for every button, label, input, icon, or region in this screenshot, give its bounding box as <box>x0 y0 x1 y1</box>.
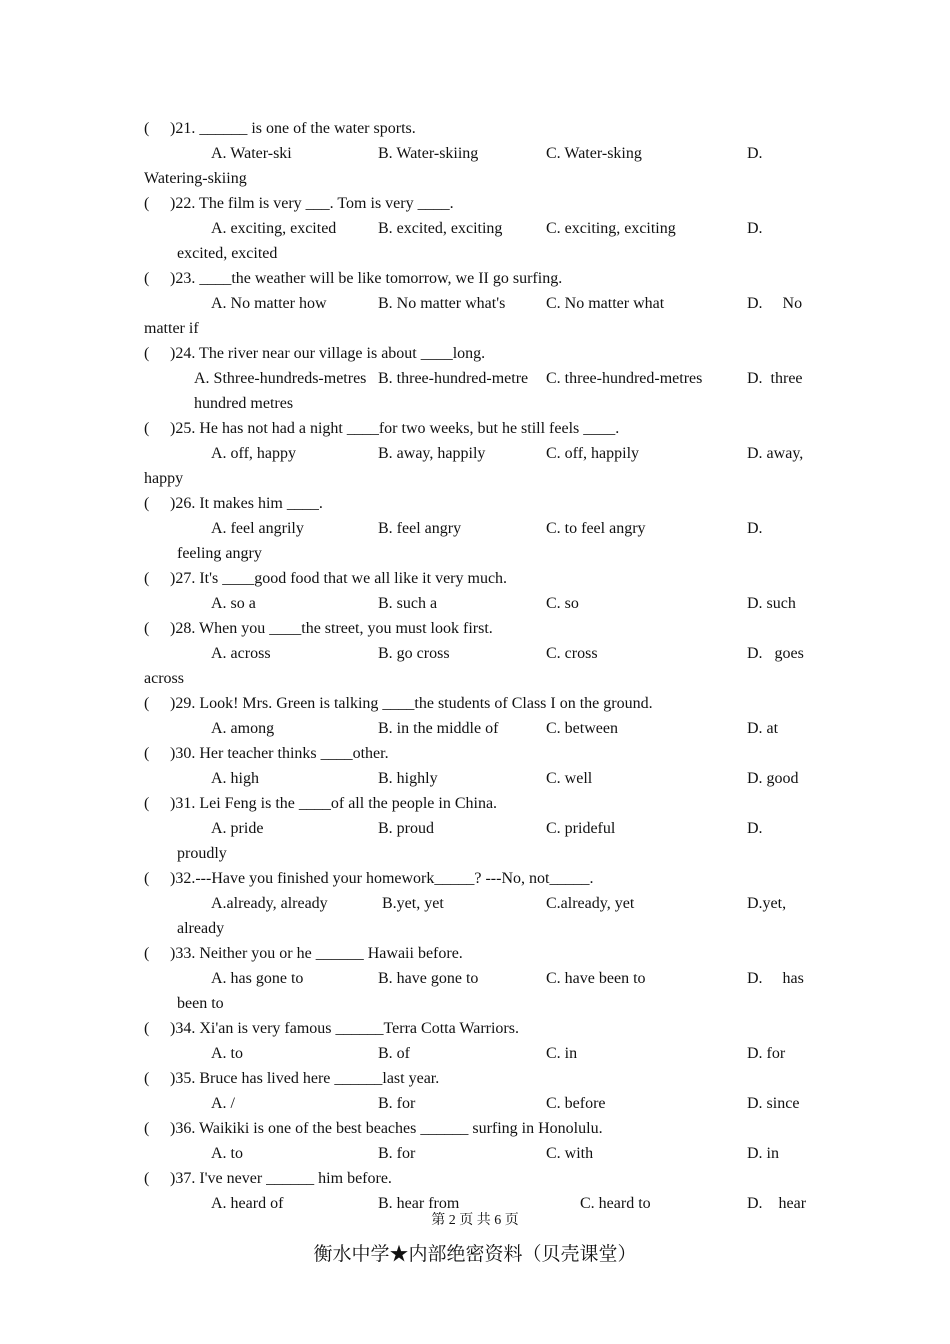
option-d: D. has <box>747 970 804 987</box>
option-d-continued: already <box>177 920 225 937</box>
question-27 <box>144 569 507 589</box>
option-d-continued: across <box>144 670 184 687</box>
option-c: C. cross <box>546 645 598 662</box>
answer-bracket: ( <box>144 1020 150 1037</box>
answer-bracket: ( <box>144 195 150 212</box>
option-c: C. prideful <box>546 820 616 837</box>
option-b: B. of <box>378 1045 410 1062</box>
option-b: B. highly <box>378 770 438 787</box>
option-d: D. No <box>747 295 803 312</box>
question-34 <box>144 1019 519 1039</box>
answer-bracket: ( <box>144 495 150 512</box>
question-stem: )26. It makes him ____. <box>170 495 323 512</box>
option-c: C. with <box>546 1145 594 1162</box>
option-d: D. for <box>747 1045 786 1062</box>
option-a: A. high <box>211 770 259 787</box>
option-d: D. in <box>747 1145 779 1162</box>
option-b: B. in the middle of <box>378 720 499 737</box>
option-d: D. at <box>747 720 779 737</box>
option-d-continued: feeling angry <box>177 545 262 562</box>
question-23 <box>144 269 562 289</box>
option-b: B. hear from <box>378 1195 460 1212</box>
answer-bracket: ( <box>144 1170 150 1187</box>
answer-bracket: ( <box>144 870 150 887</box>
answer-bracket: ( <box>144 620 150 637</box>
question-28 <box>144 619 493 639</box>
question-26 <box>144 494 323 514</box>
option-d: D. goes <box>747 645 804 662</box>
question-stem: )25. He has not had a night ____for two weeks, but he still feels ____. <box>170 420 620 437</box>
option-c: C. heard to <box>580 1195 651 1212</box>
option-d-continued: Watering-skiing <box>144 170 247 187</box>
option-b: B. No matter what's <box>378 295 506 312</box>
answer-bracket: ( <box>144 120 150 137</box>
option-a: A. off, happy <box>211 445 297 462</box>
option-b: B.yet, yet <box>382 895 444 912</box>
answer-bracket: ( <box>144 270 150 287</box>
option-d-continued: proudly <box>177 845 227 862</box>
question-32 <box>144 869 593 889</box>
option-a: A. Water-ski <box>211 145 292 162</box>
answer-bracket: ( <box>144 695 150 712</box>
option-d-continued: been to <box>177 995 224 1012</box>
question-stem: )33. Neither you or he ______ Hawaii before. <box>170 945 463 962</box>
answer-bracket: ( <box>144 745 150 762</box>
option-a: A. / <box>211 1095 235 1112</box>
option-c: C.already, yet <box>546 895 635 912</box>
answer-bracket: ( <box>144 795 150 812</box>
option-c: C. before <box>546 1095 606 1112</box>
option-a: A. has gone to <box>211 970 304 987</box>
option-b: B. three-hundred-metre <box>378 370 529 387</box>
option-b: B. go cross <box>378 645 450 662</box>
option-d: D. hear <box>747 1195 807 1212</box>
option-b: B. excited, exciting <box>378 220 503 237</box>
page-number: 第 2 页 共 6 页 <box>431 1213 519 1228</box>
question-35 <box>144 1069 439 1089</box>
option-a: A. so a <box>211 595 256 612</box>
footer-brand: 衡水中学★内部绝密资料（贝壳课堂） <box>313 1243 637 1265</box>
question-stem: )31. Lei Feng is the ____of all the people in China. <box>170 795 498 812</box>
answer-bracket: ( <box>144 570 150 587</box>
option-d: D. <box>747 145 763 162</box>
option-c: C. to feel angry <box>546 520 646 537</box>
answer-bracket: ( <box>144 345 150 362</box>
question-stem: )35. Bruce has lived here ______last year. <box>170 1070 440 1087</box>
question-36 <box>144 1119 603 1139</box>
option-a: A. No matter how <box>211 295 327 312</box>
question-stem: )22. The film is very ___. Tom is very ____. <box>170 195 454 212</box>
option-d: D.yet, <box>747 895 787 912</box>
option-b: B. have gone to <box>378 970 479 987</box>
option-c: C. exciting, exciting <box>546 220 676 237</box>
option-c: C. Water-sking <box>546 145 642 162</box>
question-24 <box>144 344 485 364</box>
option-c: C. well <box>546 770 593 787</box>
option-c: C. so <box>546 595 579 612</box>
question-37 <box>144 1169 392 1189</box>
question-stem: )23. ____the weather will be like tomorrow, we II go surfing. <box>170 270 563 287</box>
option-d: D. such <box>747 595 796 612</box>
option-d-continued: excited, excited <box>177 245 278 262</box>
option-d: D. <box>747 820 763 837</box>
question-33 <box>144 944 463 964</box>
option-a: A. exciting, excited <box>211 220 337 237</box>
option-d: D. away, <box>747 445 804 462</box>
question-stem: )34. Xi'an is very famous ______Terra Cotta Warriors. <box>170 1020 519 1037</box>
option-c: C. No matter what <box>546 295 665 312</box>
answer-bracket: ( <box>144 1070 150 1087</box>
question-stem: )24. The river near our village is about ____long. <box>170 345 486 362</box>
option-a: A.already, already <box>211 895 328 912</box>
option-d: D. <box>747 520 763 537</box>
question-stem: )32.---Have you finished your homework_____? ---No, not_____. <box>170 870 594 887</box>
question-30 <box>144 744 389 764</box>
question-25 <box>144 419 619 439</box>
option-c: C. three-hundred-metres <box>546 370 703 387</box>
option-a: A. to <box>211 1045 243 1062</box>
option-d-continued: matter if <box>144 320 199 337</box>
option-b: B. feel angry <box>378 520 462 537</box>
question-31 <box>144 794 497 814</box>
option-c: C. in <box>546 1045 578 1062</box>
question-stem: )27. It's ____good food that we all like it very much. <box>170 570 508 587</box>
option-a: A. to <box>211 1145 243 1162</box>
question-stem: )30. Her teacher thinks ____other. <box>170 745 389 762</box>
option-a: A. feel angrily <box>211 520 304 537</box>
question-stem: )29. Look! Mrs. Green is talking ____the students of Class I on the ground. <box>170 695 653 712</box>
option-c: C. off, happily <box>546 445 640 462</box>
option-d-continued: happy <box>144 470 184 487</box>
option-b: B. such a <box>378 595 438 612</box>
option-a: A. heard of <box>211 1195 284 1212</box>
option-d-continued: hundred metres <box>194 395 294 412</box>
option-b: B. Water-skiing <box>378 145 479 162</box>
option-d: D. since <box>747 1095 800 1112</box>
question-21 <box>144 119 416 139</box>
option-d: D. <box>747 220 763 237</box>
option-c: C. have been to <box>546 970 646 987</box>
answer-bracket: ( <box>144 945 150 962</box>
question-stem: )28. When you ____the street, you must look first. <box>170 620 493 637</box>
option-a: A. among <box>211 720 275 737</box>
answer-bracket: ( <box>144 420 150 437</box>
answer-bracket: ( <box>144 1120 150 1137</box>
option-b: B. away, happily <box>378 445 486 462</box>
option-d: D. good <box>747 770 799 787</box>
option-d: D. three <box>747 370 803 387</box>
option-a: A. Sthree-hundreds-metres <box>194 370 367 387</box>
question-stem: )36. Waikiki is one of the best beaches ______ surfing in Honolulu. <box>170 1120 603 1137</box>
option-a: A. pride <box>211 820 264 837</box>
option-b: B. for <box>378 1145 416 1162</box>
option-c: C. between <box>546 720 618 737</box>
question-stem: )21. ______ is one of the water sports. <box>170 120 416 137</box>
question-stem: )37. I've never ______ him before. <box>170 1170 392 1187</box>
question-22 <box>144 194 454 214</box>
option-b: B. for <box>378 1095 416 1112</box>
option-b: B. proud <box>378 820 434 837</box>
question-29 <box>144 694 653 714</box>
option-a: A. across <box>211 645 271 662</box>
